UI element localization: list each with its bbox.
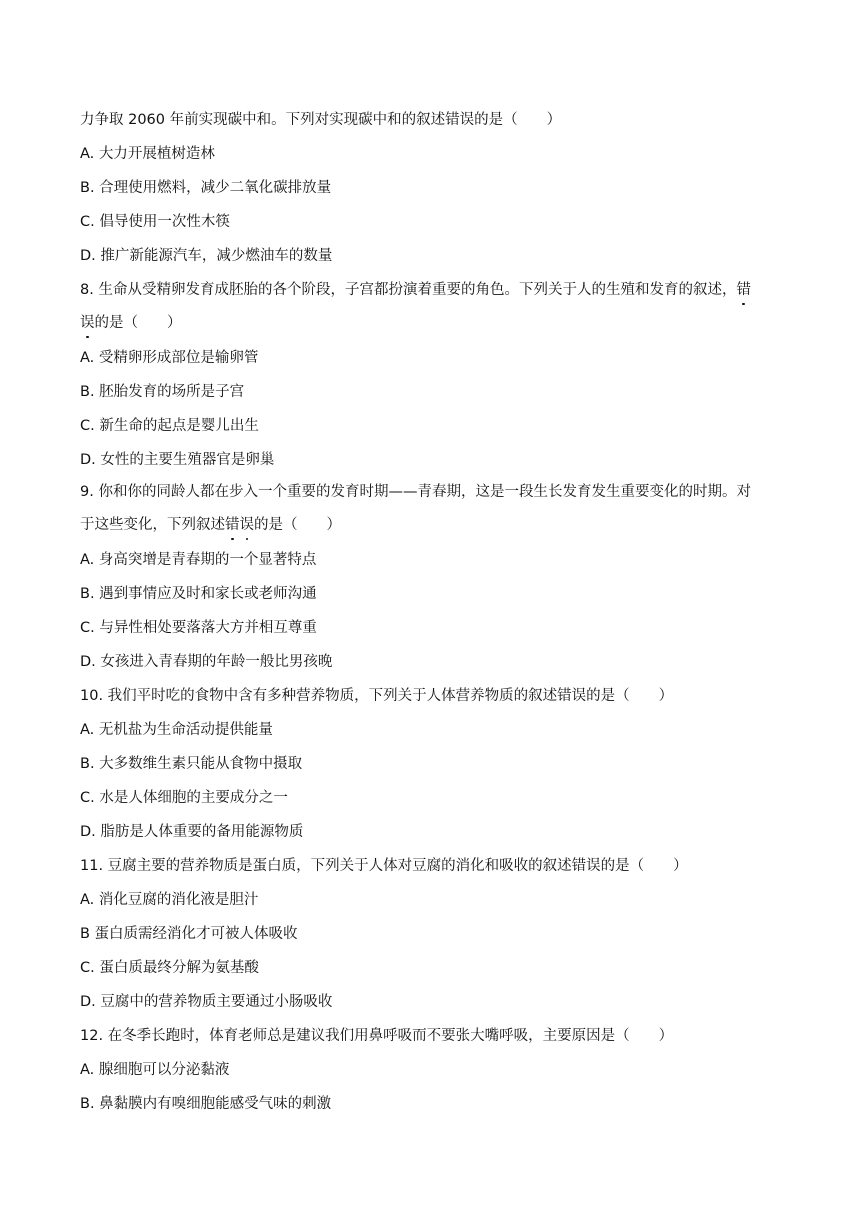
q8-option-a: A. 受精卵形成部位是输卵管 bbox=[80, 350, 259, 366]
q7-stem-end: 力争取 2060 年前实现碳中和。下列对实现碳中和的叙述错误的是（ ） bbox=[80, 112, 562, 128]
q7-option-a: A. 大力开展植树造林 bbox=[80, 146, 215, 162]
emphasis-char: 错 bbox=[225, 517, 240, 533]
q9-stem-line2 bbox=[80, 515, 790, 535]
q10-option-d: D. 脂肪是人体重要的备用能源物质 bbox=[80, 824, 304, 840]
q9-option-c: C. 与异性相处要落落大方并相互尊重 bbox=[80, 620, 317, 636]
q8-stem-line2 bbox=[80, 313, 790, 333]
q10-stem: 10. 我们平时吃的食物中含有多种营养物质，下列关于人体营养物质的叙述错误的是（ ） bbox=[80, 688, 674, 704]
q8-option-b: B. 胚胎发育的场所是子宫 bbox=[80, 384, 245, 400]
q11-option-d: D. 豆腐中的营养物质主要通过小肠吸收 bbox=[80, 994, 333, 1010]
q9-option-d: D. 女孩进入青春期的年龄一般比男孩晚 bbox=[80, 654, 333, 670]
q8-option-d: D. 女性的主要生殖器官是卵巢 bbox=[80, 452, 275, 468]
q7-option-c: C. 倡导使用一次性木筷 bbox=[80, 214, 230, 230]
q12-option-a: A. 腺细胞可以分泌黏液 bbox=[80, 1062, 230, 1078]
q7-option-b: B. 合理使用燃料，减少二氧化碳排放量 bbox=[80, 180, 332, 196]
q10-option-c: C. 水是人体细胞的主要成分之一 bbox=[80, 790, 288, 806]
emphasis-char: 误 bbox=[239, 517, 254, 533]
q8-stem-line1 bbox=[80, 280, 790, 300]
q12-stem: 12. 在冬季长跑时，体育老师总是建议我们用鼻呼吸而不要张大嘴呼吸，主要原因是（ ） bbox=[80, 1028, 674, 1044]
q12-option-b: B. 鼻黏膜内有嗅细胞能感受气味的刺激 bbox=[80, 1096, 332, 1112]
q8-stem-tail: 的是（ ） bbox=[94, 315, 182, 331]
q7-option-d: D. 推广新能源汽车，减少燃油车的数量 bbox=[80, 248, 333, 264]
emphasis-char: 误 bbox=[80, 315, 95, 331]
q11-option-a: A. 消化豆腐的消化液是胆汁 bbox=[80, 892, 259, 908]
q10-option-b: B. 大多数维生素只能从食物中摄取 bbox=[80, 756, 303, 772]
q9-option-a: A. 身高突增是青春期的一个显著特点 bbox=[80, 552, 317, 568]
q11-stem: 11. 豆腐主要的营养物质是蛋白质，下列关于人体对豆腐的消化和吸收的叙述错误的是（ ） bbox=[80, 858, 688, 874]
q9-stem-tail: 的是（ ） bbox=[254, 517, 341, 533]
q8-stem-text: 8. 生命从受精卵发育成胚胎的各个阶段，子宫都扮演着重要的角色。下列关于人的生殖和发育的叙述， bbox=[80, 282, 737, 298]
q10-option-a: A. 无机盐为生命活动提供能量 bbox=[80, 722, 273, 738]
q9-stem-text: 于这些变化，下列叙述 bbox=[80, 517, 225, 533]
q11-option-c: C. 蛋白质最终分解为氨基酸 bbox=[80, 960, 259, 976]
q8-option-c: C. 新生命的起点是婴儿出生 bbox=[80, 418, 259, 434]
q11-option-b: B 蛋白质需经消化才可被人体吸收 bbox=[80, 926, 298, 942]
q9-option-b: B. 遇到事情应及时和家长或老师沟通 bbox=[80, 586, 317, 602]
q9-stem-line1: 9. 你和你的同龄人都在步入一个重要的发育时期——青春期，这是一段生长发育发生重要变化的时期。对 bbox=[80, 484, 751, 500]
emphasis-char: 错 bbox=[736, 282, 751, 298]
